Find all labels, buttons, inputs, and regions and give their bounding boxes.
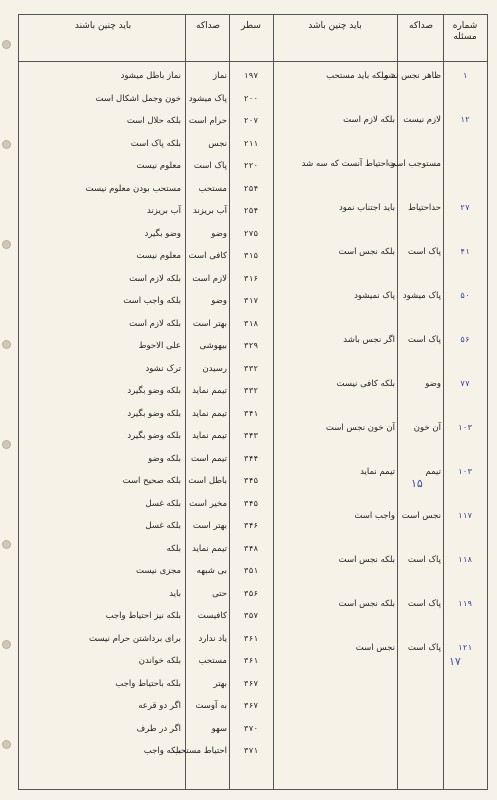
header-right-should: باید چنین باشد xyxy=(308,21,362,31)
left-status-cell: سهو xyxy=(211,723,227,734)
right-status-cell: پاک میشود xyxy=(402,291,441,301)
row-number-cell: ۱۲۱ xyxy=(457,643,473,652)
left-status-cell: بهتر است xyxy=(192,521,227,531)
column-divider xyxy=(273,15,274,789)
right-status-cell: پاک است xyxy=(407,643,441,653)
line-number-cell: ۳۱۶ xyxy=(243,273,259,283)
left-should-cell: معلوم نیست xyxy=(136,251,181,261)
left-status-cell: لازم است xyxy=(192,273,227,284)
left-should-cell: بلکه باحتیاط واجب xyxy=(115,678,181,689)
left-should-cell: نماز باطل میشود xyxy=(120,71,181,81)
row-number-cell: ۱ xyxy=(462,71,468,80)
left-status-cell: وضو xyxy=(211,296,227,306)
left-status-cell: تیمم نماید xyxy=(192,431,227,441)
left-status-cell: حرام است xyxy=(188,116,227,126)
line-number-cell: ۲۲۰ xyxy=(243,161,259,170)
line-number-cell: ۳۳۲ xyxy=(243,363,259,373)
left-should-cell: بلکه وضو بگیرد xyxy=(127,386,181,396)
left-status-cell: پاک میشود xyxy=(188,93,227,104)
right-status-cell: پاک است xyxy=(407,599,441,609)
line-number-cell: ۳۶۷ xyxy=(243,701,259,710)
left-status-cell: آب بریزند xyxy=(192,206,227,216)
right-should-cell: آن خون نجس است xyxy=(325,423,395,433)
left-should-cell: بلکه پاک است xyxy=(130,138,181,149)
right-should-cell: اگر نجس باشد xyxy=(343,335,395,345)
row-number-cell: ۱۰۳ xyxy=(457,467,473,476)
left-should-cell: معلوم نیست xyxy=(136,161,181,171)
line-number-cell: ۲۵۴ xyxy=(243,183,259,193)
line-number-cell: ۲۷۵ xyxy=(243,228,259,238)
binder-holes xyxy=(2,0,14,800)
left-should-cell: بلکه وضو xyxy=(148,453,181,464)
left-should-cell: اگر دو قرعه xyxy=(138,701,181,711)
row-number-cell: ۱۱۸ xyxy=(457,555,473,564)
line-number-cell: ۳۴۵ xyxy=(243,498,259,508)
left-status-cell: وضو xyxy=(211,228,227,239)
row-number-cell: ۱۰۳ xyxy=(457,423,473,432)
left-should-cell: بلکه غسل xyxy=(145,498,181,509)
left-should-cell: علی الاحوط xyxy=(138,341,181,351)
hole-icon xyxy=(2,40,11,49)
line-number-cell: ۳۵۶ xyxy=(243,588,259,598)
left-should-cell: بلکه وضو بگیرد xyxy=(127,431,181,441)
left-status-cell: تیمم نماید xyxy=(192,386,227,396)
line-number-cell: ۳۴۳ xyxy=(243,431,259,440)
hole-icon xyxy=(2,340,11,349)
left-status-cell: رسیدن xyxy=(202,363,227,374)
left-status-cell: یاد ندارد xyxy=(198,633,227,644)
right-status-cell: لازم نیست xyxy=(403,115,441,125)
left-should-cell: بلکه غسل xyxy=(145,521,181,531)
row-number-cell: ۱۱۹ xyxy=(457,599,473,608)
line-number-cell: ۳۴۶ xyxy=(243,521,259,530)
left-should-cell: بلکه واجب xyxy=(143,746,181,756)
left-status-cell: تیمم نماید xyxy=(192,408,227,419)
line-number-cell: ۲۱۱ xyxy=(243,138,259,148)
left-status-cell: بهتر است xyxy=(192,318,227,329)
left-should-cell: آب بریزند xyxy=(146,206,181,216)
left-status-cell: پاک است xyxy=(193,161,227,171)
right-should-cell: باید اجتناب نمود xyxy=(339,203,395,213)
right-status-cell: مستوجب است xyxy=(387,159,441,169)
right-status-cell: وضو xyxy=(425,379,441,389)
right-should-cell: نجس است xyxy=(355,643,395,653)
left-should-cell: بلکه صحیح است xyxy=(122,476,181,486)
line-number-cell: ۳۳۲ xyxy=(243,386,259,395)
row-number-cell: ۱۲ xyxy=(460,115,470,124)
header-row-number: شماره مسئله xyxy=(452,21,478,42)
line-number-cell: ۳۵۷ xyxy=(243,611,259,620)
left-should-cell: باید xyxy=(169,588,181,599)
hole-icon xyxy=(2,140,11,149)
table-header xyxy=(19,15,487,62)
handwritten-number: ۱۵ xyxy=(411,477,423,490)
left-status-cell: حتی xyxy=(212,588,227,599)
header-left-should: باید چنین باشند xyxy=(74,21,132,31)
row-number-cell: ۵۶ xyxy=(460,335,470,344)
column-divider xyxy=(443,15,444,789)
line-number-cell: ۳۶۱ xyxy=(243,656,259,665)
right-should-cell: بلکه نجس است xyxy=(338,599,395,609)
hole-icon xyxy=(2,740,11,749)
left-should-cell: بلکه وضو بگیرد xyxy=(127,408,181,419)
left-status-cell: احتیاط مستحب xyxy=(172,746,227,756)
line-number-cell: ۲۰۷ xyxy=(243,116,259,125)
left-should-cell: ترک نشود xyxy=(145,363,181,374)
left-status-cell: مخیر است xyxy=(189,498,227,509)
left-status-cell: مستحب xyxy=(198,656,227,666)
line-number-cell: ۳۱۸ xyxy=(243,318,259,328)
errata-table xyxy=(18,14,488,790)
right-status-cell: ظاهر نجس نشو xyxy=(384,71,441,81)
left-status-cell: کافی است xyxy=(188,251,227,261)
hole-icon xyxy=(2,640,11,649)
line-number-cell: ۳۵۱ xyxy=(243,566,259,575)
line-number-cell: ۳۶۱ xyxy=(243,633,259,643)
handwritten-number: ۱۷ xyxy=(449,655,461,668)
row-number-cell: ۱۱۷ xyxy=(457,511,473,520)
right-status-cell: پاک است xyxy=(407,247,441,257)
line-number-cell: ۳۴۵ xyxy=(243,476,259,485)
line-number-cell: ۳۴۴ xyxy=(243,453,259,463)
left-should-cell: بلکه نیز احتیاط واجب xyxy=(105,611,181,621)
line-number-cell: ۳۴۸ xyxy=(243,543,259,553)
left-status-cell: باطل است xyxy=(188,476,227,486)
right-status-cell: تیمم xyxy=(425,467,441,477)
right-should-cell: بلکه لازم است xyxy=(343,115,395,125)
left-should-cell: بلکه خواندن xyxy=(138,656,181,666)
right-status-cell: پاک است xyxy=(407,335,441,345)
right-should-cell: بلکه نجس است xyxy=(338,247,395,257)
left-should-cell: وضو بگیرد xyxy=(144,228,181,239)
left-status-cell: تیمم است xyxy=(190,453,227,464)
header-line: سطر xyxy=(241,21,261,31)
left-status-cell: بی شبهه xyxy=(196,566,227,576)
left-should-cell: بلکه لازم است xyxy=(129,273,181,284)
left-should-cell: مستحب بودن معلوم نیست xyxy=(85,183,181,194)
hole-icon xyxy=(2,240,11,249)
left-should-cell: بلکه واجب است xyxy=(123,296,181,306)
line-number-cell: ۳۱۵ xyxy=(243,251,259,260)
right-status-cell: نجس است xyxy=(401,511,441,521)
right-status-cell: پاک است xyxy=(407,555,441,565)
right-should-cell: تیمم نماید xyxy=(360,467,395,477)
left-status-cell: تیمم نماید xyxy=(192,543,227,554)
row-number-cell: ۲۷ xyxy=(460,203,470,212)
row-number-cell: ۷۷ xyxy=(460,379,470,388)
line-number-cell: ۳۷۰ xyxy=(243,723,259,733)
column-divider xyxy=(185,15,186,789)
left-status-cell: مستحب xyxy=(198,183,227,194)
column-divider xyxy=(229,15,230,789)
right-should-cell: پاک نمیشود xyxy=(354,291,395,301)
row-number-cell: ۴۱ xyxy=(460,247,470,256)
hole-icon xyxy=(2,440,11,449)
left-should-cell: برای برداشتن حرام نیست xyxy=(89,633,181,644)
left-status-cell: بهتر xyxy=(213,678,227,689)
right-status-cell: آن خون xyxy=(413,423,441,433)
line-number-cell: ۳۱۷ xyxy=(243,296,259,305)
line-number-cell: ۳۴۱ xyxy=(243,408,259,418)
left-should-cell: بلکه xyxy=(166,543,181,554)
line-number-cell: ۲۵۴ xyxy=(243,206,259,215)
left-status-cell: کافیست xyxy=(197,611,227,621)
line-number-cell: ۳۶۷ xyxy=(243,678,259,688)
right-should-cell: واجب است xyxy=(354,511,395,521)
left-status-cell: بیهوشی xyxy=(199,341,227,351)
right-should-cell: بلکه نجس است xyxy=(338,555,395,565)
line-number-cell: ۳۷۱ xyxy=(243,746,259,755)
left-should-cell: خون وجمل اشکال است xyxy=(95,93,181,104)
column-divider xyxy=(397,15,398,789)
header-left-status: صداکه xyxy=(196,21,220,31)
right-should-cell: و احتیاط آنست که سه شد xyxy=(301,159,395,169)
right-should-cell: بلکه کافی نیست xyxy=(336,379,395,389)
left-status-cell: نجس xyxy=(208,138,227,149)
line-number-cell: ۳۲۹ xyxy=(243,341,259,350)
left-should-cell: اگر در طرف xyxy=(136,723,181,734)
left-should-cell: بلکه حلال است xyxy=(126,116,181,126)
header-right-status: صداکه xyxy=(409,21,433,31)
row-number-cell: ۵۰ xyxy=(460,291,470,300)
right-should-cell: د ملکه باید مستحب xyxy=(326,71,395,81)
left-status-cell: به آوست xyxy=(195,701,227,711)
left-status-cell: نماز xyxy=(213,71,227,81)
hole-icon xyxy=(2,540,11,549)
left-should-cell: مجزی نیست xyxy=(136,566,181,576)
line-number-cell: ۱۹۷ xyxy=(243,71,259,80)
left-should-cell: بلکه لازم است xyxy=(129,318,181,329)
right-status-cell: حداحتیاط xyxy=(408,203,441,213)
line-number-cell: ۲۰۰ xyxy=(243,93,259,103)
